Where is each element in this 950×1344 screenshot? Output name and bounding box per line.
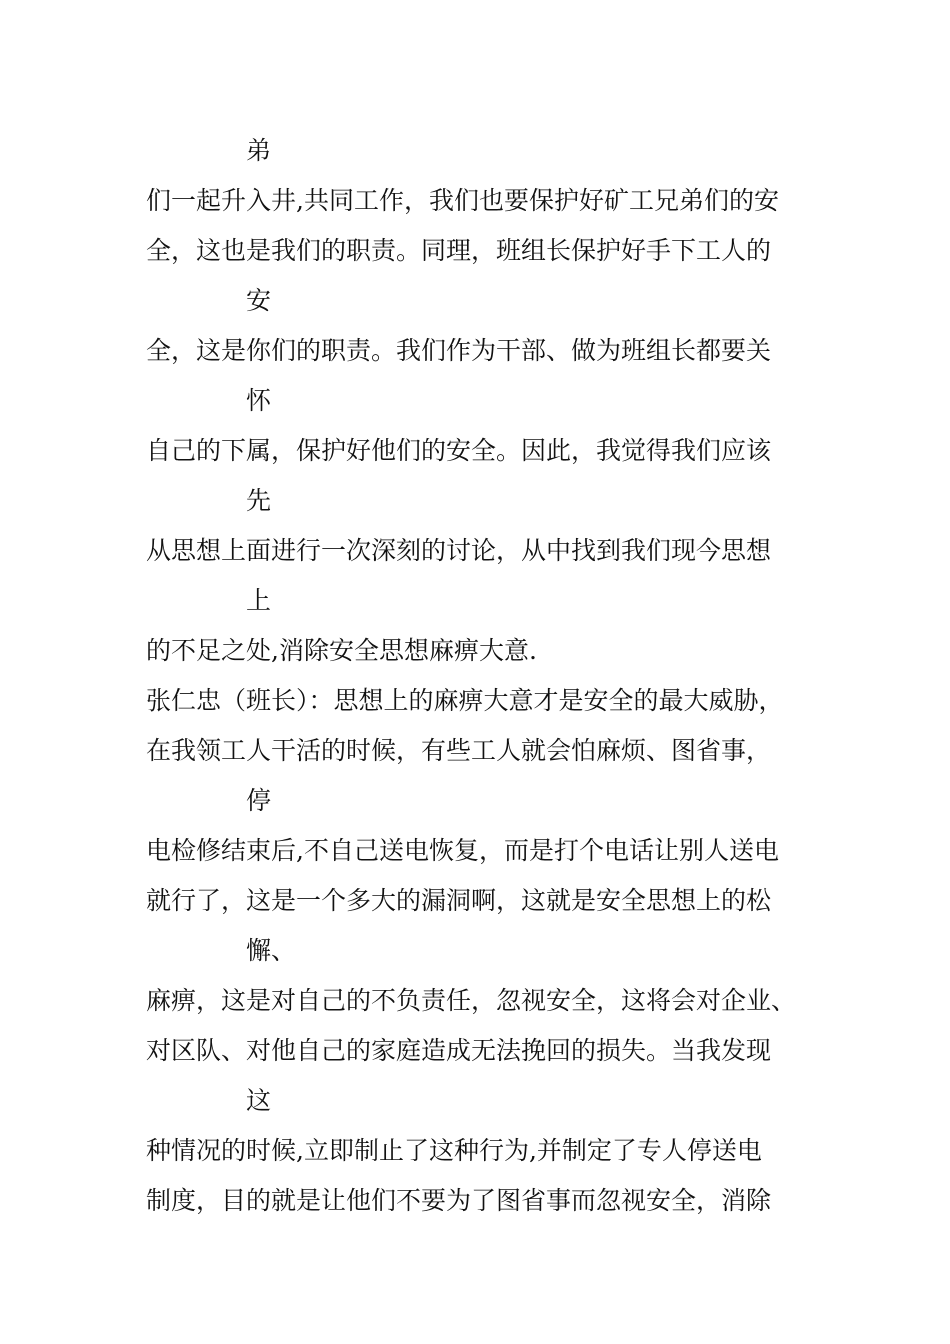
text-line: 的不足之处,消除安全思想麻痹大意. [146,636,537,665]
text-line: 懈、 [246,936,297,965]
text-line: 对区队、对他自己的家庭造成无法挽回的损失。当我发现 [146,1036,772,1065]
text-line: 制度，目的就是让他们不要为了图省事而忽视安全，消除 [146,1186,772,1215]
text-line: 们一起升入井,共同工作，我们也要保护好矿工兄弟们的安 [146,186,779,215]
text-line: 麻痹，这是对自己的不负责任，忽视安全，这将会对企业、 [146,986,797,1015]
text-line: 就行了，这是一个多大的漏洞啊，这就是安全思想上的松 [146,886,772,915]
text-line: 电检修结束后,不自己送电恢复，而是打个电话让别人送电 [146,836,779,865]
text-line: 弟 [246,136,272,165]
text-line: 先 [246,486,272,515]
text-line: 上 [246,586,272,615]
text-line: 停 [246,786,272,815]
text-line: 这 [246,1086,272,1115]
text-line: 从思想上面进行一次深刻的讨论，从中找到我们现今思想 [146,536,772,565]
text-line: 全，这也是我们的职责。同理，班组长保护好手下工人的 [146,236,772,265]
text-line: 种情况的时候,立即制止了这种行为,并制定了专人停送电 [146,1136,762,1165]
text-line: 张仁忠（班长）：思想上的麻痹大意才是安全的最大威胁， [146,686,784,715]
text-line: 安 [246,286,272,315]
text-line: 全，这是你们的职责。我们作为干部、做为班组长都要关 [146,336,772,365]
text-line: 怀 [246,386,272,415]
text-line: 自己的下属，保护好他们的安全。因此，我觉得我们应该 [146,436,772,465]
text-line: 在我领工人干活的时候，有些工人就会怕麻烦、图省事， [146,736,772,765]
